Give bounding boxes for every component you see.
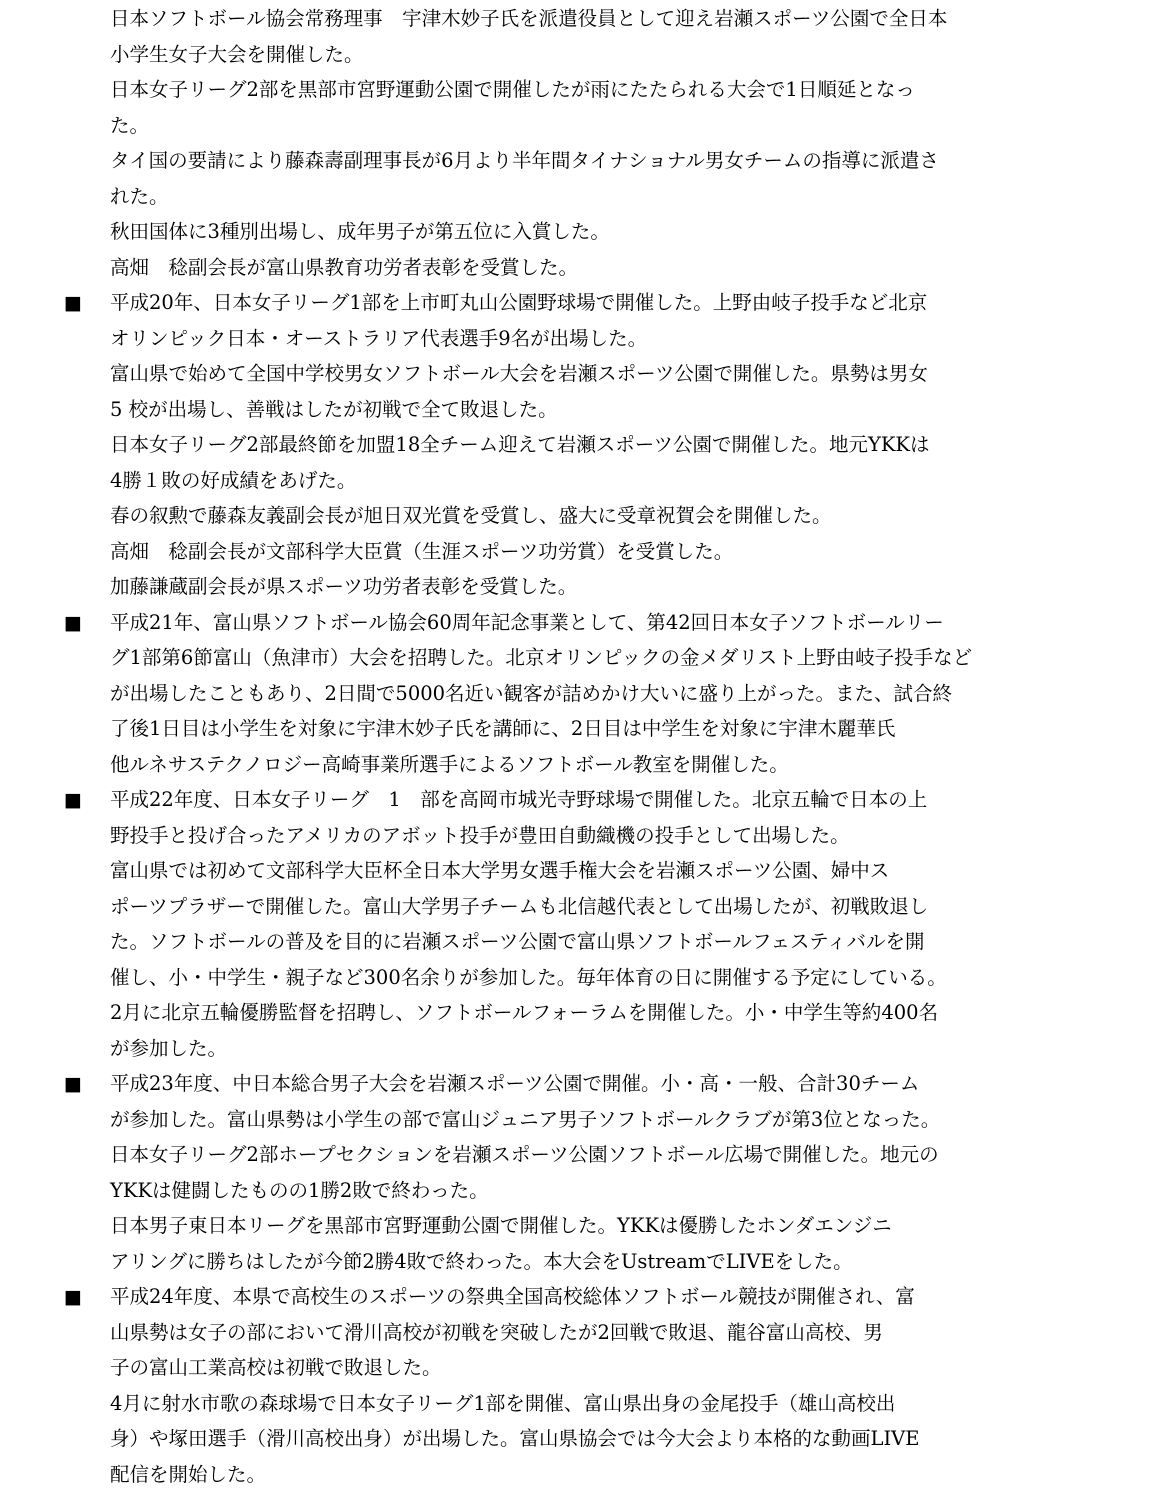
bullet-icon: ■: [64, 292, 82, 314]
text-line: 他ルネサステクノロジー高崎事業所選手によるソフトボール教室を開催した。: [110, 752, 789, 776]
text-line: 秋田国体に3種別出場し、成年男子が第五位に入賞した。: [110, 220, 610, 243]
text-line: 加藤謙蔵副会長が県スポーツ功労者表彰を受賞した。: [110, 575, 578, 598]
text-line: 了後1日目は小学生を対象に宇津木妙子氏を講師に、2日目は中学生を対象に宇津木麗華氏: [110, 717, 896, 740]
text-line: ポーツプラザーで開催した。富山大学男子チームも北信越代表として出場したが、初戦敗退し: [110, 894, 929, 918]
text-line: が参加した。富山県勢は小学生の部で富山ジュニア男子ソフトボールクラブが第3位となった。: [110, 1107, 941, 1131]
text-line: 野投手と投げ合ったアメリカのアボット投手が豊田自動織機の投手として出場した。: [110, 823, 850, 847]
text-line: オリンピック日本・オーストラリア代表選手9名が出場した。: [110, 326, 648, 350]
text-line: 富山県では初めて文部科学大臣杯全日本大学男女選手権大会を岩瀬スポーツ公園、婦中ス: [110, 859, 890, 882]
text-line: 平成23年度、中日本総合男子大会を岩瀬スポーツ公園で開催。小・高・一般、合計30チーム: [110, 1072, 920, 1095]
text-line: 日本女子リーグ2部最終節を加盟18全チーム迎えて岩瀬スポーツ公園で開催した。地元YKKは: [110, 433, 930, 456]
text-line: 平成21年、富山県ソフトボール協会60周年記念事業として、第42回日本女子ソフトボールリー: [110, 610, 944, 634]
text-line: 4月に射水市歌の森球場で日本女子リーグ1部を開催、富山県出身の金尾投手（雄山高校出: [110, 1391, 896, 1415]
text-line: タイ国の要請により藤森壽副理事長が6月より半年間タイナショナル男女チームの指導に派遣さ: [110, 149, 939, 172]
text-line: YKKは健闘したものの1勝2敗で終わった。: [110, 1178, 489, 1202]
text-line: 身）や塚田選手（滑川高校出身）が出場した。富山県協会では今大会より本格的な動画LIVE: [110, 1427, 920, 1450]
text-line: 配信を開始した。: [110, 1462, 267, 1486]
text-line: グ1部第6節富山（魚津市）大会を招聘した。北京オリンピックの金メダリスト上野由岐子投手など: [110, 646, 973, 669]
text-line: 山県勢は女子の部において滑川高校が初戦を突破したが2回戦で敗退、龍谷富山高校、男: [110, 1320, 883, 1344]
bullet-icon: ■: [64, 789, 82, 811]
text-line: 子の富山工業高校は初戦で敗退した。: [110, 1356, 442, 1379]
text-line: 5 校が出場し、善戦はしたが初戦で全て敗退した。: [110, 397, 558, 421]
text-line: た。ソフトボールの普及を目的に岩瀬スポーツ公園で富山県ソフトボールフェスティバルを開: [110, 930, 925, 953]
text-line: 平成24年度、本県で高校生のスポーツの祭典全国高校総体ソフトボール競技が開催され、富: [110, 1285, 915, 1308]
text-line: 富山県で始めて全国中学校男女ソフトボール大会を岩瀬スポーツ公園で開催した。県勢は男女: [110, 362, 928, 385]
text-line: が参加した。: [110, 1036, 228, 1060]
text-line: 高畑 稔副会長が富山県教育功労者表彰を受賞した。: [110, 255, 579, 279]
text-line: が出場したこともあり、2日間で5000名近い観客が詰めかけ大いに盛り上がった。また、試合終: [110, 681, 953, 705]
text-line: た。: [110, 113, 150, 137]
text-line: 平成22年度、日本女子リーグ 1 部を高岡市城光寺野球場で開催した。北京五輪で日本の上: [110, 788, 928, 811]
bullet-icon: ■: [64, 611, 82, 634]
text-line: 日本女子リーグ2部ホープセクションを岩瀬スポーツ公園ソフトボール広場で開催した。地元の: [110, 1143, 939, 1166]
text-line: 日本女子リーグ2部を黒部市宮野運動公園で開催したが雨にたたられる大会で1日順延となっ: [110, 78, 915, 101]
text-line: 日本男子東日本リーグを黒部市宮野運動公園で開催した。YKKは優勝したホンダエンジニ: [110, 1214, 892, 1237]
text-line: 2月に北京五輪優勝監督を招聘し、ソフトボールフォーラムを開催した。小・中学生等約400名: [110, 1001, 939, 1024]
bullet-icon: ■: [64, 1073, 82, 1095]
text-line: 4勝１敗の好成績をあげた。: [110, 468, 357, 492]
text-line: れた。: [110, 184, 169, 208]
bullet-icon: ■: [64, 1286, 82, 1308]
text-line: 春の叙勲で藤森友義副会長が旭日双光賞を受賞し、盛大に受章祝賀会を開催した。: [110, 504, 832, 527]
text-line: 催し、小・中学生・親子など300名余りが参加した。毎年体育の日に開催する予定にしている。: [110, 965, 947, 989]
text-line: アリングに勝ちはしたが今節2勝4敗で終わった。本大会をUstreamでLIVEをした。: [110, 1249, 853, 1273]
text-line: 高畑 稔副会長が文部科学大臣賞（生涯スポーツ功労賞）を受賞した。: [110, 539, 734, 563]
text-line: 平成20年、日本女子リーグ1部を上市町丸山公園野球場で開催した。上野由岐子投手など北京: [110, 291, 928, 314]
text-line: 小学生女子大会を開催した。: [110, 42, 364, 66]
text-line: 日本ソフトボール協会常務理事 宇津木妙子氏を派遣役員として迎え岩瀬スポーツ公園で全日本: [110, 7, 948, 30]
